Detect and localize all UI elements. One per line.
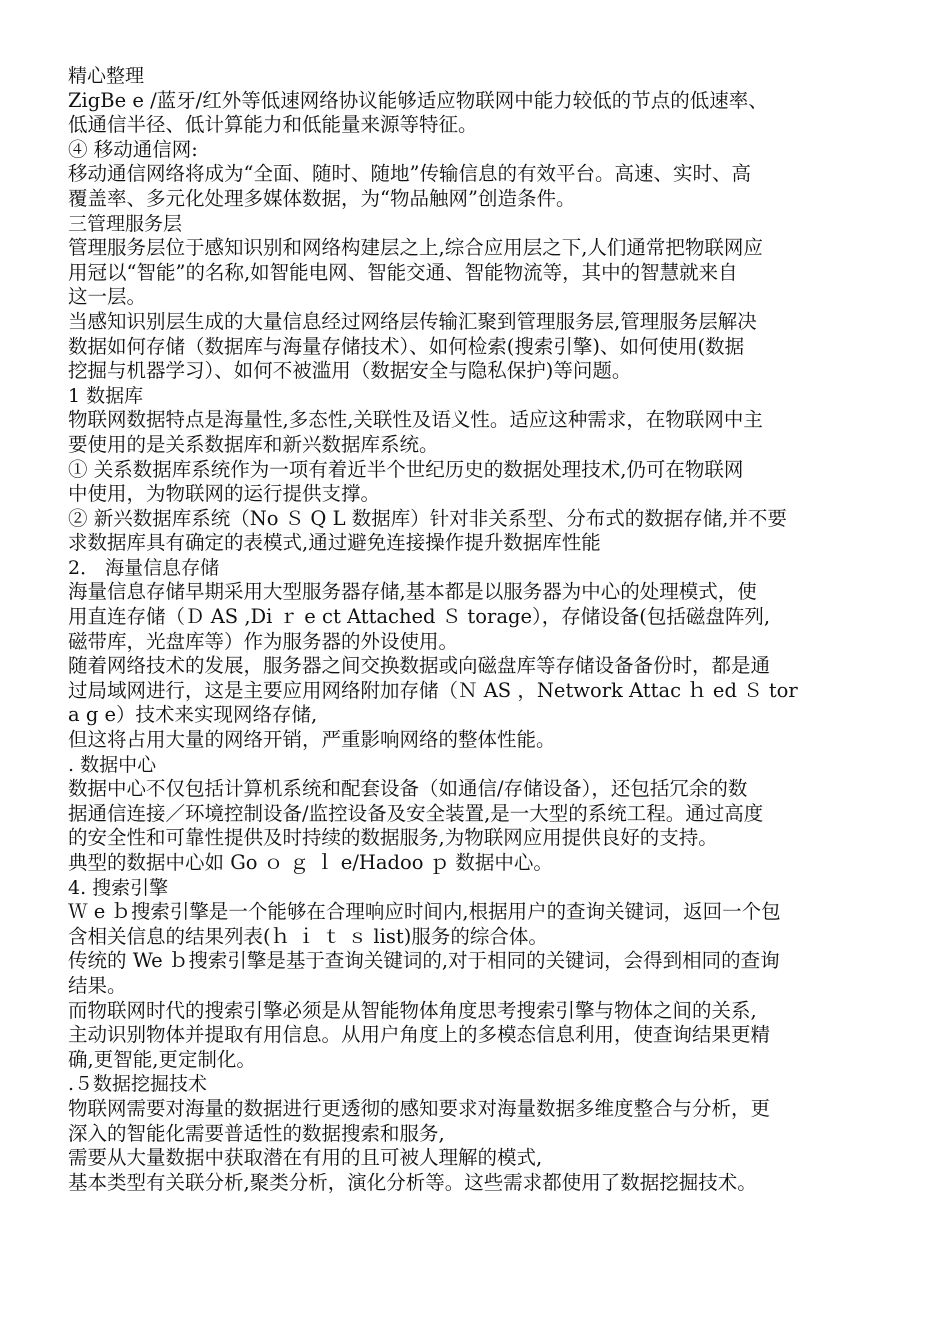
text-line: 典型的数据中心如 Go ｏ ｇ ｌ e/Hadoo ｐ 数据中心。 <box>68 851 553 874</box>
text-line: 据通信连接／环境控制设备/监控设备及安全装置,是一大型的系统工程。通过高度 <box>68 801 764 825</box>
text-line: 结果。 <box>68 973 127 997</box>
text-line: 数据中心不仅包括计算机系统和配套设备（如通信/存储设备），还包括冗余的数 <box>68 777 748 801</box>
text-line: 传统的 We ｂ搜索引擎是基于查询关键词的,对于相同的关键词，会得到相同的查询 <box>68 949 780 973</box>
text-line: 确,更智能,更定制化。 <box>68 1047 256 1071</box>
text-line: 这一层。 <box>68 285 147 309</box>
text-line: ② 新兴数据库系统（No Ｓ Q L 数据库）针对非关系型、分布式的数据存储,并不要 <box>68 506 787 530</box>
text-line: 主动识别物体并提取有用信息。从用户角度上的多模态信息利用，使查询结果更精 <box>68 1023 771 1047</box>
section-heading: .５数据挖掘技术 <box>68 1073 208 1096</box>
text-line: 物联网需要对海量的数据进行更透彻的感知要求对海量数据多维度整合与分析，更 <box>68 1096 771 1120</box>
section-heading: . 数据中心 <box>68 753 157 776</box>
text-line: 需要从大量数据中获取潜在有用的且可被人理解的模式, <box>68 1146 543 1170</box>
text-line: 低通信半径、低计算能力和低能量来源等特征。 <box>68 113 478 137</box>
text-line: 求数据库具有确定的表模式,通过避免连接操作提升数据库性能 <box>68 531 601 555</box>
section-heading: 三管理服务层 <box>68 212 183 235</box>
text-line: ④ 移动通信网: <box>68 137 198 161</box>
text-line: a g e）技术来实现网络存储, <box>68 703 318 727</box>
text-line: ① 关系数据库系统作为一项有着近半个世纪历史的数据处理技术,仍可在物联网 <box>68 457 744 481</box>
text-line: 挖掘与机器学习）、如何不被滥用（数据安全与隐私保护)等问题。 <box>68 359 632 383</box>
document-page <box>68 64 888 1195</box>
section-heading: 精心整理 <box>68 65 145 87</box>
text-line: 基本类型有关联分析,聚类分析，演化分析等。这些需求都使用了数据挖掘技术。 <box>68 1170 757 1194</box>
text-line: 深入的智能化需要普适性的数据搜索和服务, <box>68 1121 445 1145</box>
text-line: 中使用，为物联网的运行提供支撑。 <box>68 482 381 506</box>
section-heading: 4. 搜索引擎 <box>68 876 169 899</box>
text-line: 覆盖率、多元化处理多媒体数据，为“物品触网”创造条件。 <box>68 186 576 210</box>
text-line: 用冠以“智能”的名称,如智能电网、智能交通、智能物流等，其中的智慧就来自 <box>68 260 738 284</box>
text-line: 管理服务层位于感知识别和网络构建层之上,综合应用层之下,人们通常把物联网应 <box>68 236 763 260</box>
text-line: 随着网络技术的发展，服务器之间交换数据或向磁盘库等存储设备备份时，都是通 <box>68 654 771 678</box>
text-line: 但这将占用大量的网络开销，严重影响网络的整体性能。 <box>68 728 556 752</box>
text-line: ZigBe e /蓝牙/红外等低速网络协议能够适应物联网中能力较低的节点的低速率、 <box>68 88 768 112</box>
text-line: 过局域网进行，这是主要应用网络附加存储（Ｎ AS ，Network Attac ｈ ed Ｓ tor <box>68 678 798 702</box>
text-line: 要使用的是关系数据库和新兴数据库系统。 <box>68 432 439 456</box>
text-line: 当感知识别层生成的大量信息经过网络层传输汇聚到管理服务层,管理服务层解决 <box>68 309 757 333</box>
text-line: 用直连存储（Ｄ AS ,Di ｒ e ct Attached Ｓ torage），存储设备(包括磁盘阵列, <box>68 605 771 629</box>
text-line: 海量信息存储早期采用大型服务器存储,基本都是以服务器为中心的处理模式，使 <box>68 580 757 604</box>
text-line: 磁带库，光盘库等）作为服务器的外设使用。 <box>68 629 459 653</box>
section-heading: 1 数据库 <box>68 384 144 407</box>
text-line: 的安全性和可靠性提供及时持续的数据服务,为物联网应用提供良好的支持。 <box>68 826 718 850</box>
text-line: 而物联网时代的搜索引擎必须是从智能物体角度思考搜索引擎与物体之间的关系, <box>68 998 757 1022</box>
text-line: 物联网数据特点是海量性,多态性,关联性及语义性。适应这种需求，在物联网中主 <box>68 408 763 432</box>
section-heading: 2． 海量信息存储 <box>68 556 220 579</box>
text-line: Ｗ e ｂ搜索引擎是一个能够在合理响应时间内,根据用户的查询关键词，返回一个包 <box>68 900 781 924</box>
text-line: 移动通信网络将成为“全面、随时、随地”传输信息的有效平台。高速、实时、高 <box>68 162 751 186</box>
text-line: 含相关信息的结果列表(ｈ ｉ ｔ ｓ list)服务的综合体。 <box>68 924 548 948</box>
text-line: 数据如何存储（数据库与海量存储技术）、如何检索(搜索引擎)、如何使用(数据 <box>68 334 745 358</box>
